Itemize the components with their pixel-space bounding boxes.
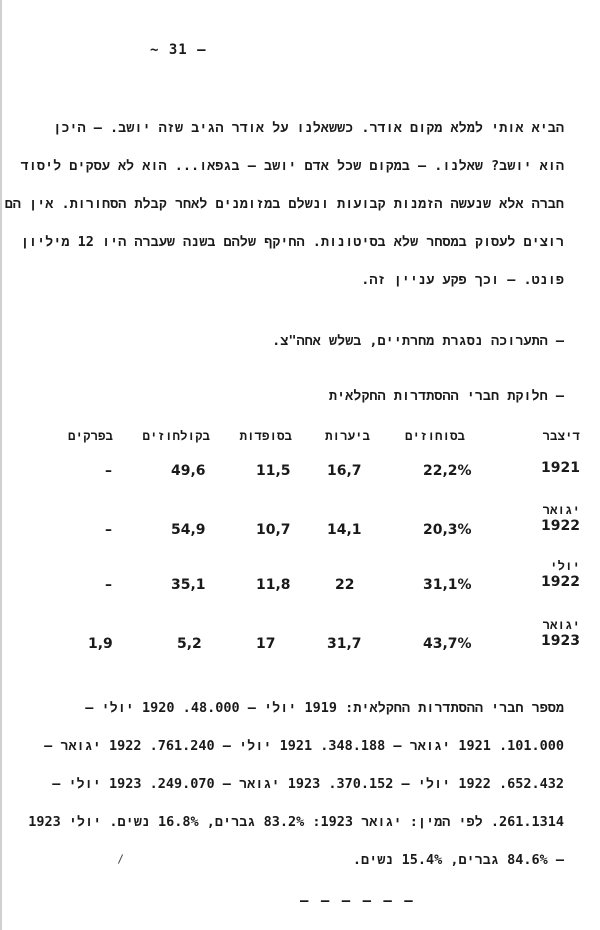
table-cell: 20,3% (423, 522, 472, 538)
summary-line-2: 101.000. 1921 יגואר – 348.188. 1921 יולי – 761.240. 1922 יגואר – (44, 738, 564, 754)
table-cell: 22 (335, 577, 355, 593)
table-cell: – (105, 463, 112, 479)
table-row-date: 1921 (541, 460, 580, 476)
table-cell: 11,8 (256, 577, 291, 593)
table-row-date: יגואר 1922 (541, 502, 580, 534)
summary-line-1: מספר חברי ההסתדרות החקלאית: 1919 יולי – 48.000. 1920 יולי – (85, 700, 564, 716)
stray-pen-mark (118, 854, 123, 863)
closing-dashes: – – – – – – (300, 893, 415, 909)
summary-line-5: – 84.6% גברים, 15.4% נשים. (352, 852, 564, 868)
header-forests: ביערות (324, 428, 370, 443)
table-row-date: יגואר 1923 (541, 617, 580, 649)
header-sovkhozes: בסוחוזים (404, 428, 465, 443)
table-cell: 35,1 (171, 577, 206, 593)
table-cell: 17 (256, 636, 276, 652)
paragraph-line-2: הוא יושב? שאלנו. – במקום שכל אדם יושב – בגפאו... הוא לא עסקים ליסוד (20, 158, 564, 174)
header-date: דיצבר (542, 428, 580, 443)
table-cell: 54,9 (171, 522, 206, 538)
paragraph-line-4: רוצים לעסוק במסחר שלא בסיטונות. החיקף שלהם בשנה שעברה היו 12 מיליון (20, 234, 564, 250)
table-cell: – (105, 522, 112, 538)
header-farms: בפרקים (67, 428, 113, 443)
paragraph-line-5: פונט. – וכך פקע עניין זה. (361, 272, 564, 288)
header-kolkhozes: בקולחוזים (142, 428, 210, 443)
table-cell: 5,2 (177, 636, 202, 652)
table-cell: 49,6 (171, 463, 206, 479)
table-row-date: יולי 1922 (541, 558, 580, 590)
summary-line-3: 652.432. 1922 יולי – 370.152. 1923 יגואר – 249.070. 1923 יולי – (52, 776, 564, 792)
bullet-exhibition: – התערוכה נסגרת מחרתיים, בשלש אחה"צ. (272, 333, 564, 349)
paragraph-line-1: הביא אותי למלא מקום אודר. כששאלנו על אודר הגיב שזה יושב. – היכן (53, 120, 564, 136)
table-cell: 43,7% (423, 636, 472, 652)
bullet-distribution: – חלוקת חברי ההסתדרות החקלאית (328, 388, 564, 404)
paragraph-line-3: חברה אלא שנעשה הזמנות קבועות ונשלם במזומנים לאחר קבלת הסחורות. אין הם (4, 196, 564, 212)
page-edge (0, 0, 2, 930)
page-number: ~ 31 – (150, 42, 207, 58)
table-cell: 22,2% (423, 463, 472, 479)
table-cell: 1,9 (88, 636, 113, 652)
header-stations: בסופדות (239, 428, 292, 443)
table-cell: – (105, 577, 112, 593)
table-cell: 11,5 (256, 463, 291, 479)
table-cell: 31,7 (327, 636, 362, 652)
table-cell: 10,7 (256, 522, 291, 538)
table-cell: 16,7 (327, 463, 362, 479)
table-cell: 14,1 (327, 522, 362, 538)
table-cell: 31,1% (423, 577, 472, 593)
summary-line-4: 261.1314. לפי המין: יגואר 1923: 83.2% גברים, 16.8% נשים. יולי 1923 (28, 814, 564, 830)
